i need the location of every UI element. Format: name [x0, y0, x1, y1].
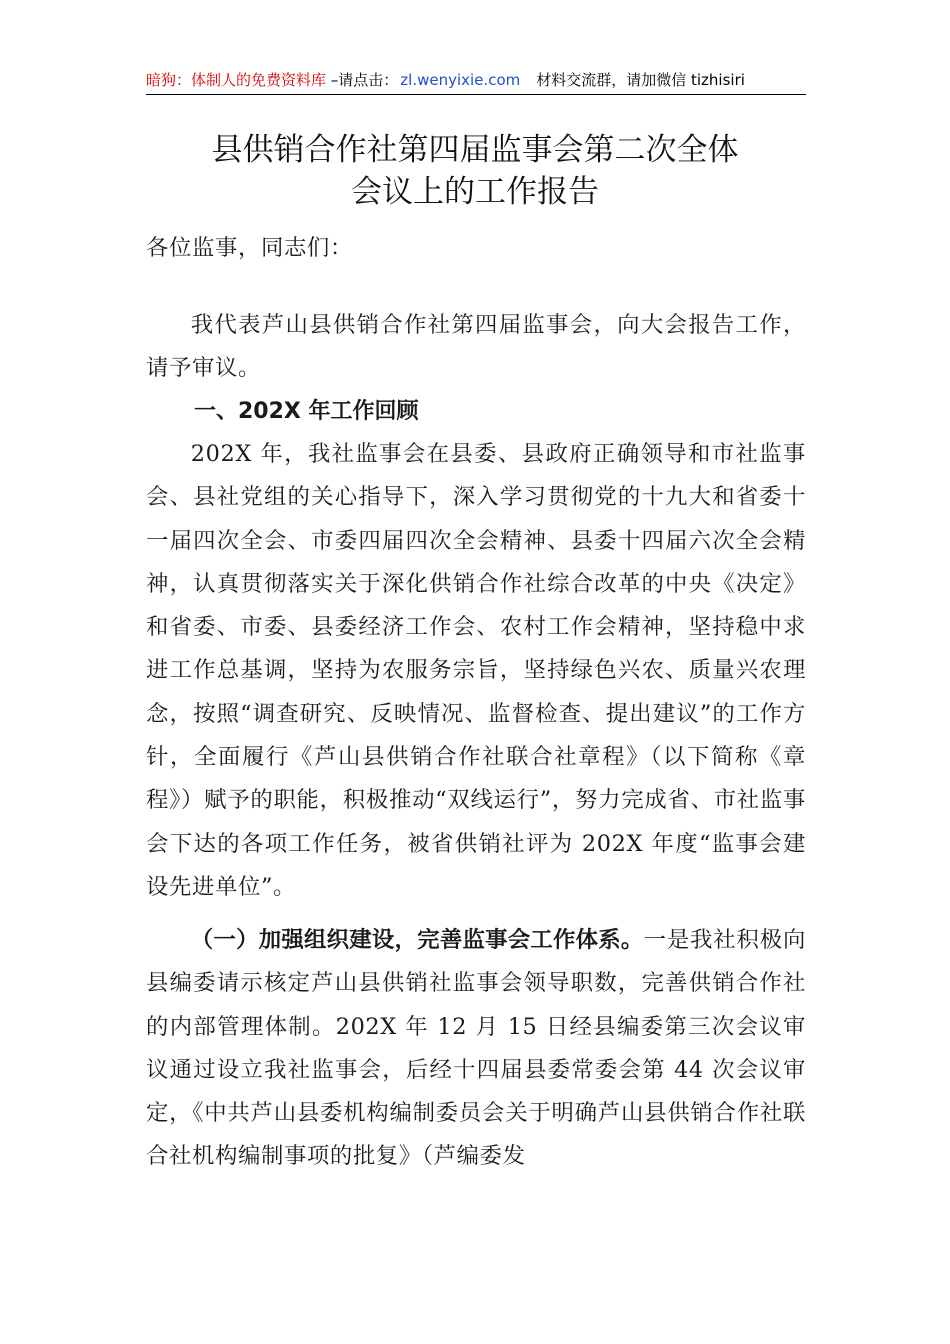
section-paragraph: 202X 年，我社监事会在县委、县政府正确领导和市社监事会、县社党组的关心指导下，深入学习贯彻党的十九大和省委十一届四次全会、市委四届四次全会精神、县委十四届六次全会精神，认真贯彻落实关于深化供销合作社综合改革的中央《决定》和省委、市委、县委经济工作会、农村工作会精神，坚持稳中求进工作总基调，坚持为农服务宗旨，坚持绿色兴农、质量兴农理念，按照“调查研究、反映情况、监督检查、提出建议”的工作方针，全面履行《芦山县供销合作社联合社章程》（以下简称《章程》）赋予的职能，积极推动“双线运行”，努力完成省、市社监事会下达的各项工作任务，被省供销社评为 202X 年度“监事会建设先进单位”。	[146, 441, 806, 900]
page-header	[146, 66, 806, 95]
document-title-line-1: 县供销合作社第四届监事会第二次全体	[211, 132, 739, 168]
intro-paragraph: 我代表芦山县供销合作社第四届监事会，向大会报告工作，请予审议。	[146, 312, 806, 382]
section-heading: 一、202X 年工作回顾	[194, 399, 419, 424]
document-title-line-2: 会议上的工作报告	[351, 174, 599, 210]
salutation: 各位监事，同志们：	[146, 235, 353, 261]
subsection-heading: （一）加强组织建设，完善监事会工作体系。	[190, 927, 644, 953]
header-link[interactable]: zl.wenyixie.com	[400, 71, 521, 89]
header-contact: 材料交流群，请加微信 tizhisiri	[536, 71, 745, 89]
subsection-text: 一是我社积极向县编委请示核定芦山县供销社监事会领导职数，完善供销合作社的内部管理体制。202X 年 12 月 15 日经县编委第三次会议审议通过设立我社监事会，后经十四届县委常委会第 44 次会议审定，《中共芦山县委机构编制委员会关于明确芦山县供销合作社联合社机构编制事项的批复》（芦编委发	[146, 927, 807, 1170]
subsection-paragraph	[146, 919, 806, 1179]
header-brand: 暗狗：体制人的免费资料库	[146, 71, 327, 89]
header-prompt: –请点击：	[326, 71, 399, 89]
